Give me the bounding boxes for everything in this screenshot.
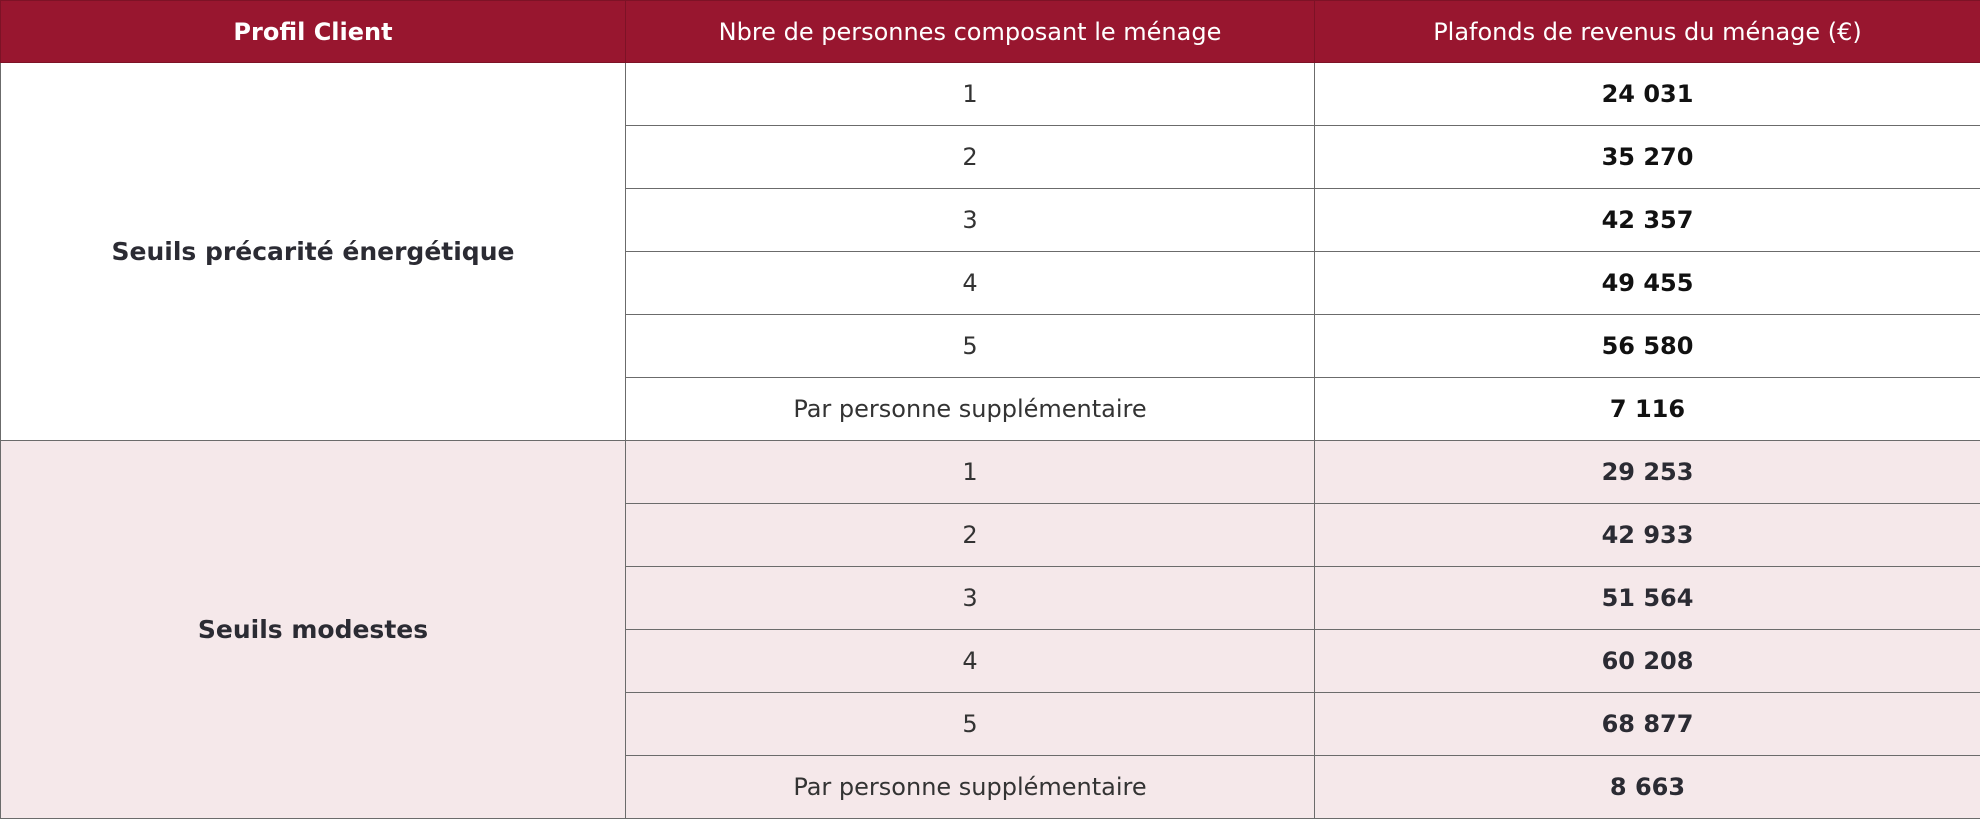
household-size-cell: 3	[626, 189, 1315, 252]
income-ceiling-cell: 68 877	[1315, 693, 1980, 756]
household-size-cell: 2	[626, 504, 1315, 567]
group-modest	[1, 441, 1980, 819]
household-size-cell: Par personne supplémentaire	[626, 756, 1315, 819]
income-ceiling-cell: 35 270	[1315, 126, 1980, 189]
group-energy-precarity	[1, 63, 1980, 441]
income-ceiling-cell: 24 031	[1315, 63, 1980, 126]
table-row	[1, 63, 1980, 126]
income-ceiling-cell: 8 663	[1315, 756, 1980, 819]
household-size-cell: 5	[626, 315, 1315, 378]
header-income-ceiling: Plafonds de revenus du ménage (€)	[1315, 1, 1980, 63]
income-ceiling-cell: 42 933	[1315, 504, 1980, 567]
household-size-cell: 4	[626, 630, 1315, 693]
income-ceiling-cell: 56 580	[1315, 315, 1980, 378]
household-size-cell: 1	[626, 63, 1315, 126]
income-ceiling-cell: 49 455	[1315, 252, 1980, 315]
income-ceiling-cell: 29 253	[1315, 441, 1980, 504]
header-row	[1, 1, 1980, 63]
header-profile: Profil Client	[1, 1, 626, 63]
profile-label: Seuils modestes	[1, 441, 626, 819]
household-size-cell: 2	[626, 126, 1315, 189]
household-size-cell: 1	[626, 441, 1315, 504]
income-ceiling-cell: 7 116	[1315, 378, 1980, 441]
household-size-cell: 5	[626, 693, 1315, 756]
income-ceiling-cell: 60 208	[1315, 630, 1980, 693]
household-size-cell: 3	[626, 567, 1315, 630]
income-ceiling-cell: 51 564	[1315, 567, 1980, 630]
income-ceiling-cell: 42 357	[1315, 189, 1980, 252]
profile-label: Seuils précarité énergétique	[1, 63, 626, 441]
household-size-cell: 4	[626, 252, 1315, 315]
household-size-cell: Par personne supplémentaire	[626, 378, 1315, 441]
header-household-size: Nbre de personnes composant le ménage	[626, 1, 1315, 63]
table-row	[1, 441, 1980, 504]
